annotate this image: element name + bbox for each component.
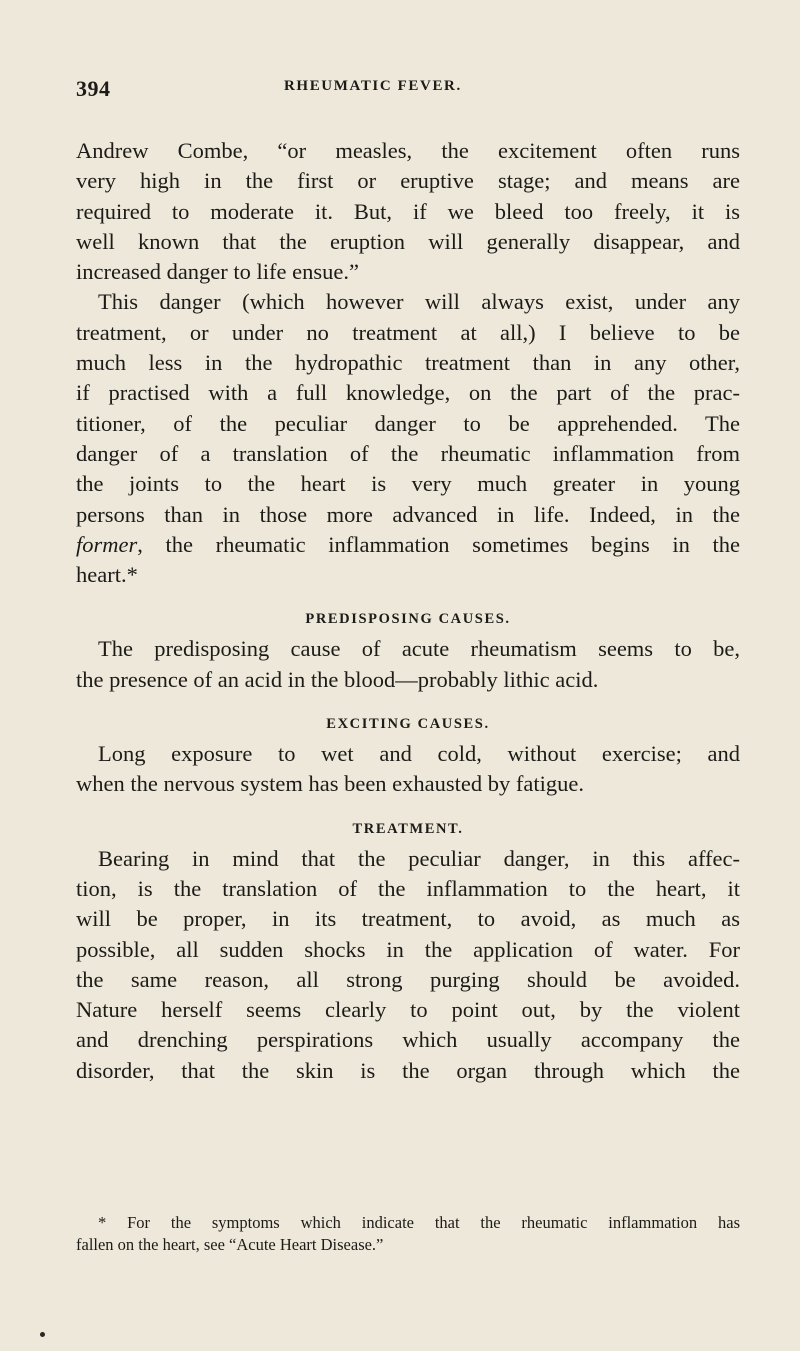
text-line: tion, is the translation of the inflammation to the heart, it	[76, 875, 740, 901]
text-line: danger of a translation of the rheumatic inflammation from	[76, 440, 740, 466]
footnote-line: fallen on the heart, see “Acute Heart Disease.”	[76, 1235, 384, 1254]
text-line: well known that the eruption will generally disappear, and	[76, 228, 740, 254]
text-fragment: , the rheumatic inflammation sometimes begins in the	[137, 531, 740, 557]
section-heading-treatment: TREATMENT.	[352, 820, 464, 837]
footnote	[76, 1212, 740, 1256]
text-line: This danger (which however will always exist, under any	[98, 289, 740, 315]
text-line: very high in the first or eruptive stage; and means are	[76, 168, 740, 194]
text-line: titioner, of the peculiar danger to be apprehended. The	[76, 410, 740, 436]
text-line: heart.*	[76, 562, 138, 588]
text-line: Long exposure to wet and cold, without exercise; and	[98, 741, 740, 767]
text-line: possible, all sudden shocks in the application of water. For	[76, 936, 740, 962]
running-head	[76, 76, 736, 106]
paragraph-predisposing	[76, 634, 740, 695]
paragraph-danger	[76, 287, 740, 590]
text-line: The predisposing cause of acute rheumatism seems to be,	[98, 636, 740, 662]
text-line: treatment, or under no treatment at all,) I believe to be	[76, 319, 740, 345]
text-line: required to moderate it. But, if we bleed too freely, it is	[76, 198, 740, 224]
text-line: the presence of an acid in the blood—probably lithic acid.	[76, 666, 599, 692]
paragraph-treatment	[76, 844, 740, 1086]
section-heading-exciting: EXCITING CAUSES.	[326, 716, 490, 733]
paragraph-exciting	[76, 739, 740, 800]
ink-speck	[40, 1332, 45, 1337]
text-line-with-italic	[76, 530, 740, 560]
text-line: will be proper, in its treatment, to avoid, as much as	[76, 906, 740, 932]
text-line: the same reason, all strong purging should be avoided.	[76, 966, 740, 992]
page-number: 394	[76, 76, 111, 101]
footnote-line: * For the symptoms which indicate that the rheumatic inflammation has	[98, 1213, 740, 1232]
text-line: Bearing in mind that the peculiar danger, in this affec-	[98, 845, 740, 871]
italic-word: former	[76, 531, 138, 557]
text-line: persons than in those more advanced in life. Indeed, in the	[76, 501, 740, 527]
text-line: increased danger to life ensue.”	[76, 259, 359, 285]
text-line: much less in the hydropathic treatment than in any other,	[76, 350, 740, 376]
text-line: Andrew Combe, “or measles, the excitement often runs	[76, 138, 740, 163]
running-title: RHEUMATIC FEVER.	[284, 78, 462, 94]
section-heading-predisposing: PREDISPOSING CAUSES.	[305, 611, 511, 628]
text-line: Nature herself seems clearly to point out, by the violent	[76, 997, 740, 1023]
paragraph-combe-quote	[76, 136, 740, 287]
text-line: when the nervous system has been exhausted by fatigue.	[76, 771, 584, 797]
text-line: and drenching perspirations which usually accompany the	[76, 1027, 740, 1053]
text-line: if practised with a full knowledge, on the part of the prac-	[76, 380, 740, 406]
text-line: disorder, that the skin is the organ through which the	[76, 1057, 740, 1083]
body-text	[76, 136, 740, 1086]
text-line: the joints to the heart is very much greater in young	[76, 471, 740, 497]
